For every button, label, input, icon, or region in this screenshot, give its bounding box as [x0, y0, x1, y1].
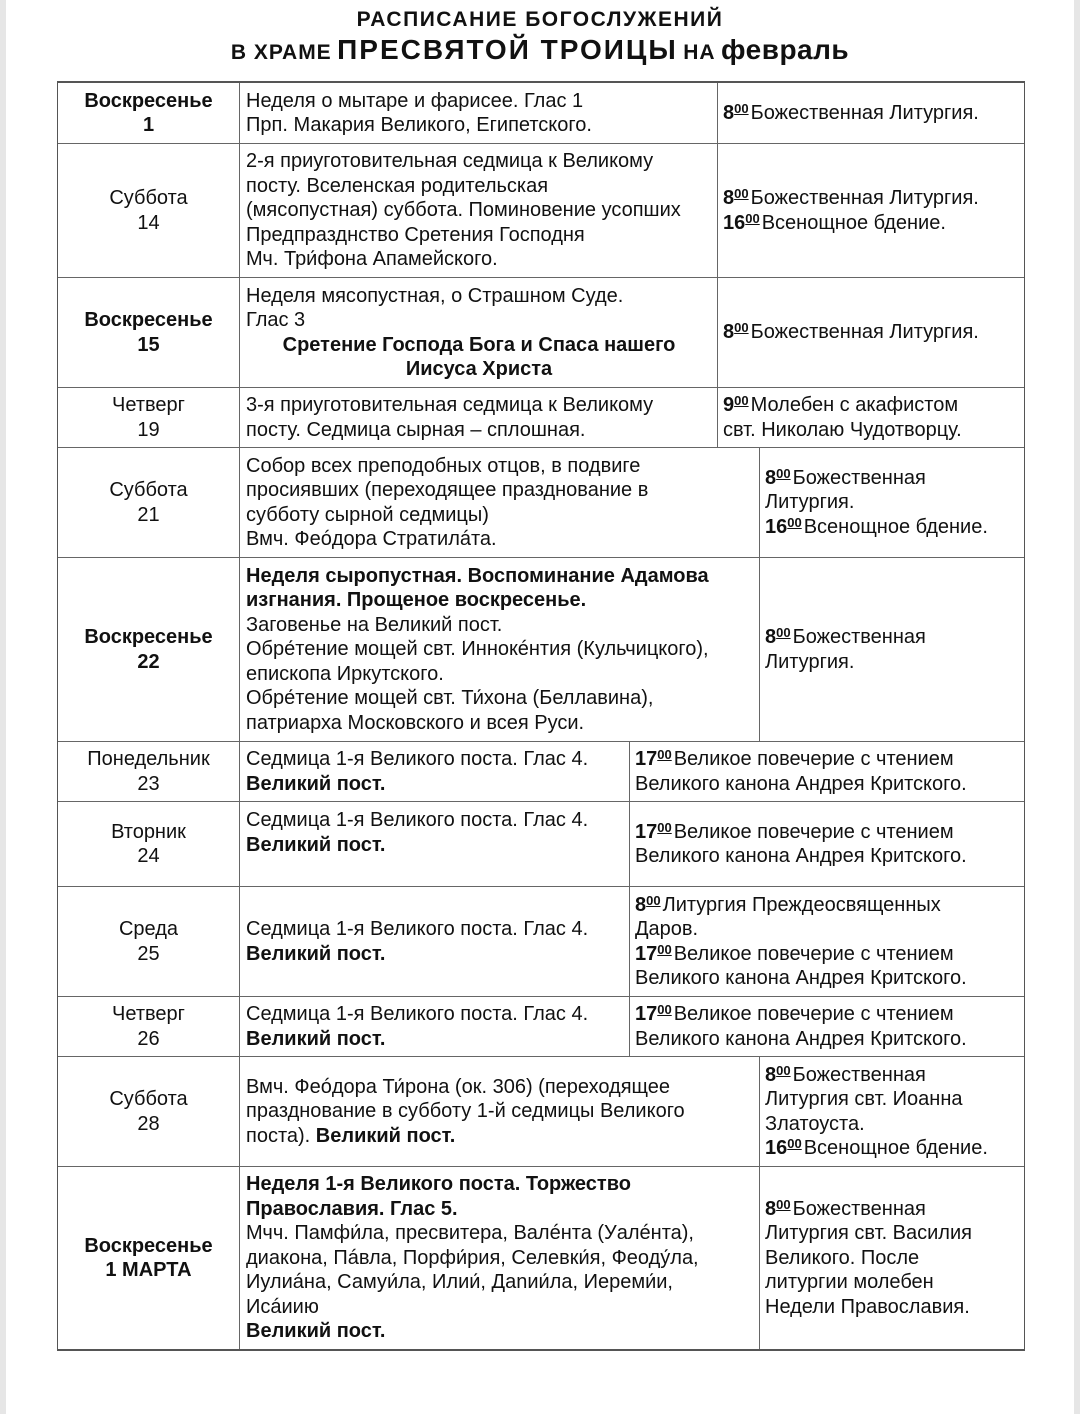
- schedule-subtitle: [0, 34, 1080, 66]
- day-name: Четверг: [112, 1003, 185, 1025]
- services-cell: [760, 558, 1024, 741]
- service-line: [635, 747, 1020, 772]
- service-minutes: 00: [657, 747, 672, 762]
- description-line: Заговенье на Великий пост.: [246, 613, 503, 636]
- description-line: патриарха Московского и всея Руси.: [246, 711, 585, 734]
- description-line: Предпразднство Сретения Господня: [246, 223, 585, 246]
- service-minutes: 00: [787, 514, 802, 530]
- service-hour: 8: [765, 466, 777, 489]
- description-cell: [240, 742, 630, 801]
- description-line: Собор всех преподобных отцов, в подвиге: [246, 454, 641, 477]
- service-minutes: 00: [734, 100, 749, 116]
- service-minutes: 00: [734, 320, 749, 336]
- service-line: [765, 466, 1020, 491]
- description-line: Мчч. Памфи́ла, пресвитера, Валéнта (Уалéнта),: [246, 1222, 694, 1245]
- service-hour: 9: [723, 394, 735, 416]
- day-date: 22: [137, 650, 160, 673]
- service-minutes: 00: [734, 393, 749, 408]
- service-line: [635, 917, 1020, 942]
- description-cell: [240, 1057, 760, 1166]
- day-name: Воскресенье: [84, 626, 213, 648]
- description-line: Мч. Три́фона Апамейского.: [246, 248, 498, 271]
- service-text: Всенощное бдение.: [803, 1137, 988, 1159]
- day-date: 21: [137, 503, 160, 526]
- service-line: [723, 211, 1020, 236]
- lent-label: Великий пост.: [246, 772, 386, 795]
- service-text: Великое повечерие с чтением: [673, 1003, 954, 1025]
- service-line: [765, 515, 1020, 540]
- day-date: 19: [137, 418, 160, 441]
- schedule-row: [58, 996, 1024, 1056]
- service-text: свт. Николаю Чудотворцу.: [723, 418, 962, 441]
- service-line: [765, 650, 1020, 675]
- schedule-row: [58, 886, 1024, 996]
- description-line: Обре́тение мощей свт. Ти́хона (Беллавина),: [246, 687, 654, 710]
- day-cell: [58, 1057, 240, 1166]
- service-minutes: 00: [776, 1196, 791, 1212]
- description-line: диакона, Пáвла, Порфи́рия, Селевки́я, Феоду́ла,: [246, 1246, 699, 1269]
- day-name: Суббота: [109, 479, 188, 501]
- service-text: Божественная: [792, 1197, 926, 1220]
- description-line: Прп. Макария Великого, Египетского.: [246, 114, 592, 136]
- services-cell: [718, 388, 1024, 447]
- description-cell: [240, 278, 718, 387]
- service-text: Литургия.: [765, 491, 855, 514]
- service-text: Литургия свт. Василия: [765, 1222, 972, 1245]
- service-text: Великое повечерие с чтением: [673, 820, 954, 843]
- services-cell: [760, 448, 1024, 557]
- services-cell: [760, 1167, 1024, 1349]
- description-text: поста).: [246, 1124, 316, 1147]
- services-cell: [718, 278, 1024, 387]
- service-hour: 8: [765, 1197, 777, 1220]
- service-hour: 8: [635, 893, 647, 916]
- description-line: посту. Вселенская родительская: [246, 174, 549, 197]
- service-line: [765, 490, 1020, 515]
- day-cell: [58, 388, 240, 447]
- service-line: [635, 942, 1020, 967]
- description-cell: [240, 558, 760, 741]
- day-date: 25: [137, 942, 160, 965]
- service-text: Великое повечерие с чтением: [673, 748, 954, 770]
- page-edge-left: [0, 0, 6, 1414]
- schedule-row: [58, 447, 1024, 557]
- schedule-row: [58, 801, 1024, 886]
- feast-title-line: изгнания. Прощеное воскресенье.: [246, 589, 587, 612]
- day-name: Воскресенье: [84, 1234, 213, 1257]
- service-minutes: 00: [787, 1136, 802, 1151]
- schedule-row: [58, 741, 1024, 801]
- service-text: Литургия Преждеосвященных: [662, 893, 941, 916]
- day-cell: [58, 83, 240, 143]
- service-text: Молебен с акафистом: [750, 394, 959, 416]
- day-date: 28: [137, 1112, 160, 1135]
- day-date: 24: [137, 845, 160, 867]
- service-line: [723, 101, 1020, 126]
- day-date: 1 МАРТА: [105, 1259, 192, 1281]
- schedule-row: [58, 1056, 1024, 1166]
- service-text: Литургия.: [765, 650, 855, 673]
- description-cell: [240, 144, 718, 277]
- day-name: Суббота: [109, 187, 188, 209]
- service-minutes: 00: [657, 819, 672, 835]
- services-cell: [760, 1057, 1024, 1166]
- service-text: Всенощное бдение.: [761, 211, 946, 234]
- lent-label: Великий пост.: [246, 1027, 386, 1050]
- service-text: Божественная: [792, 466, 926, 489]
- feast-title-line: Неделя 1-я Великого поста. Торжество: [246, 1173, 631, 1196]
- service-minutes: 00: [776, 465, 791, 481]
- description-line: 3-я приуготовительная седмица к Великому: [246, 394, 654, 416]
- description-line: Седмица 1-я Великого поста. Глас 4.: [246, 918, 589, 940]
- description-line: просиявших (переходящее празднование в: [246, 479, 649, 501]
- service-text: Великого канона Андрея Критского.: [635, 772, 967, 795]
- service-text: Даров.: [635, 918, 699, 940]
- day-date: 23: [137, 772, 160, 795]
- service-minutes: 00: [745, 210, 760, 226]
- service-minutes: 00: [734, 186, 749, 201]
- service-line: [765, 1221, 1020, 1246]
- service-line: [765, 625, 1020, 650]
- description-line: Вмч. Феóдора Стратилáта.: [246, 528, 497, 550]
- month-name: февраль: [721, 34, 850, 65]
- service-line: [723, 418, 1020, 443]
- service-line: [765, 1112, 1020, 1137]
- service-text: Божественная Литургия.: [750, 101, 979, 124]
- description-line: [246, 1124, 754, 1149]
- service-hour: 17: [635, 820, 658, 843]
- service-line: [765, 1197, 1020, 1222]
- feast-title-line: Сретение Господа Бога и Спаса нашего: [282, 333, 676, 356]
- service-minutes: 00: [657, 941, 672, 957]
- subtitle-prefix: В ХРАМЕ: [230, 41, 332, 64]
- description-cell: [240, 388, 718, 447]
- description-line: епископа Иркутского.: [246, 662, 444, 685]
- service-line: [635, 772, 1020, 797]
- day-cell: [58, 887, 240, 996]
- service-text: литургии молебен: [765, 1271, 934, 1294]
- description-cell: [240, 997, 630, 1056]
- service-text: Великого канона Андрея Критского.: [635, 967, 967, 989]
- day-name: Воскресенье: [84, 309, 213, 331]
- day-cell: [58, 742, 240, 801]
- service-line: [723, 186, 1020, 211]
- service-text: Златоуста.: [765, 1112, 865, 1135]
- service-minutes: 00: [657, 1002, 672, 1017]
- service-minutes: 00: [776, 625, 791, 640]
- service-line: [723, 320, 1020, 345]
- description-line: Седмица 1-я Великого поста. Глас 4.: [246, 1003, 589, 1025]
- page-edge-right: [1074, 0, 1080, 1414]
- service-line: [635, 1002, 1020, 1027]
- schedule-row: [58, 83, 1024, 143]
- description-line: субботу сырной седмицы): [246, 503, 489, 526]
- service-text: Недели Православия.: [765, 1295, 970, 1318]
- day-name: Понедельник: [87, 748, 210, 770]
- services-cell: [718, 144, 1024, 277]
- day-date: 1: [142, 114, 155, 136]
- service-line: [635, 966, 1020, 991]
- service-line: [635, 844, 1020, 869]
- day-name: Суббота: [109, 1088, 188, 1110]
- feast-title-line: Православия. Глас 5.: [246, 1197, 458, 1220]
- description-line: Глас 3: [246, 309, 306, 331]
- service-text: Божественная Литургия.: [750, 321, 979, 344]
- services-cell: [630, 742, 1024, 801]
- services-cell: [630, 997, 1024, 1056]
- service-hour: 17: [635, 942, 658, 965]
- service-line: [765, 1136, 1020, 1161]
- day-date: 14: [137, 211, 160, 234]
- schedule-row: [58, 277, 1024, 387]
- lent-label: Великий пост.: [246, 833, 386, 856]
- services-cell: [630, 887, 1024, 996]
- description-cell: [240, 802, 630, 886]
- day-cell: [58, 1167, 240, 1349]
- service-text: Великого канона Андрея Критского.: [635, 1027, 967, 1050]
- service-line: [765, 1246, 1020, 1271]
- description-cell: [240, 1167, 760, 1349]
- day-cell: [58, 997, 240, 1056]
- service-line: [765, 1063, 1020, 1088]
- day-cell: [58, 558, 240, 741]
- day-name: Вторник: [111, 820, 186, 843]
- day-cell: [58, 448, 240, 557]
- description-line: Неделя о мытаре и фарисее. Глас 1: [246, 89, 584, 112]
- day-cell: [58, 802, 240, 886]
- description-line: Седмица 1-я Великого поста. Глас 4.: [246, 809, 589, 831]
- service-line: [635, 1027, 1020, 1052]
- service-text: Всенощное бдение.: [803, 515, 988, 538]
- service-minutes: 00: [646, 892, 661, 908]
- description-line: Вмч. Феóдора Ти́рона (ок. 306) (переходящее: [246, 1075, 671, 1098]
- subtitle-mid: НА: [683, 41, 716, 64]
- schedule-row: [58, 1166, 1024, 1349]
- description-line: (мясопустная) суббота. Поминовение усопших: [246, 199, 681, 222]
- day-name: Среда: [118, 918, 179, 940]
- lent-label: Великий пост.: [315, 1124, 456, 1147]
- description-line: 2-я приуготовительная седмица к Великому: [246, 150, 654, 173]
- service-hour: 17: [635, 748, 658, 770]
- description-line: Седмица 1-я Великого поста. Глас 4.: [246, 748, 589, 770]
- day-name: Воскресенье: [84, 89, 213, 112]
- schedule-row: [58, 387, 1024, 447]
- service-text: Литургия свт. Иоанна: [765, 1088, 963, 1110]
- lent-label: Великий пост.: [246, 942, 386, 965]
- feast-title-line: Иисуса Христа: [405, 358, 553, 380]
- feast-title-line: Неделя сыропустная. Воспоминание Адамова: [246, 564, 709, 587]
- service-hour: 8: [765, 626, 777, 648]
- description-line: празднование в субботу 1-й седмицы Великого: [246, 1100, 685, 1123]
- service-hour: 8: [723, 187, 735, 209]
- service-line: [765, 1087, 1020, 1112]
- service-hour: 8: [765, 1063, 777, 1086]
- day-cell: [58, 278, 240, 387]
- service-hour: 16: [723, 211, 746, 234]
- services-cell: [718, 83, 1024, 143]
- service-hour: 17: [635, 1003, 658, 1025]
- service-line: [765, 1295, 1020, 1320]
- service-text: Великое повечерие с чтением: [673, 942, 954, 965]
- service-line: [723, 393, 1020, 418]
- service-minutes: 00: [776, 1062, 791, 1078]
- service-text: Божественная Литургия.: [750, 187, 979, 209]
- service-line: [765, 1270, 1020, 1295]
- service-line: [635, 820, 1020, 845]
- description-line: Иулиáна, Самуи́ла, Илии́, Даnии́ла, Иереми́и,: [246, 1271, 673, 1294]
- lent-label: Великий пост.: [246, 1320, 386, 1343]
- description-line: Исáиию: [246, 1295, 319, 1318]
- church-name: ПРЕСВЯТОЙ ТРОИЦЫ: [337, 34, 678, 65]
- service-hour: 16: [765, 515, 788, 538]
- service-hour: 8: [723, 101, 735, 124]
- schedule-title: РАСПИСАНИЕ БОГОСЛУЖЕНИЙ: [356, 8, 724, 31]
- day-name: Четверг: [112, 394, 185, 416]
- schedule-row: [58, 143, 1024, 277]
- schedule-row: [58, 557, 1024, 741]
- description-cell: [240, 887, 630, 996]
- service-text: Великого. После: [765, 1246, 920, 1269]
- description-line: посту. Седмица сырная – сплошная.: [246, 418, 586, 441]
- day-date: 15: [137, 333, 160, 356]
- description-cell: [240, 83, 718, 143]
- description-line: Обре́тение мощей свт. Иннокéнтия (Кульчицкого),: [246, 638, 709, 661]
- service-line: [635, 893, 1020, 918]
- service-hour: 8: [723, 321, 735, 344]
- service-text: Божественная: [792, 626, 926, 648]
- description-cell: [240, 448, 760, 557]
- day-cell: [58, 144, 240, 277]
- day-date: 26: [137, 1027, 160, 1050]
- description-line: Неделя мясопустная, о Страшном Суде.: [246, 284, 624, 307]
- schedule-table: [57, 81, 1025, 1351]
- service-text: Великого канона Андрея Критского.: [635, 845, 967, 867]
- services-cell: [630, 802, 1024, 886]
- service-text: Божественная: [792, 1063, 926, 1086]
- service-hour: 16: [765, 1137, 788, 1159]
